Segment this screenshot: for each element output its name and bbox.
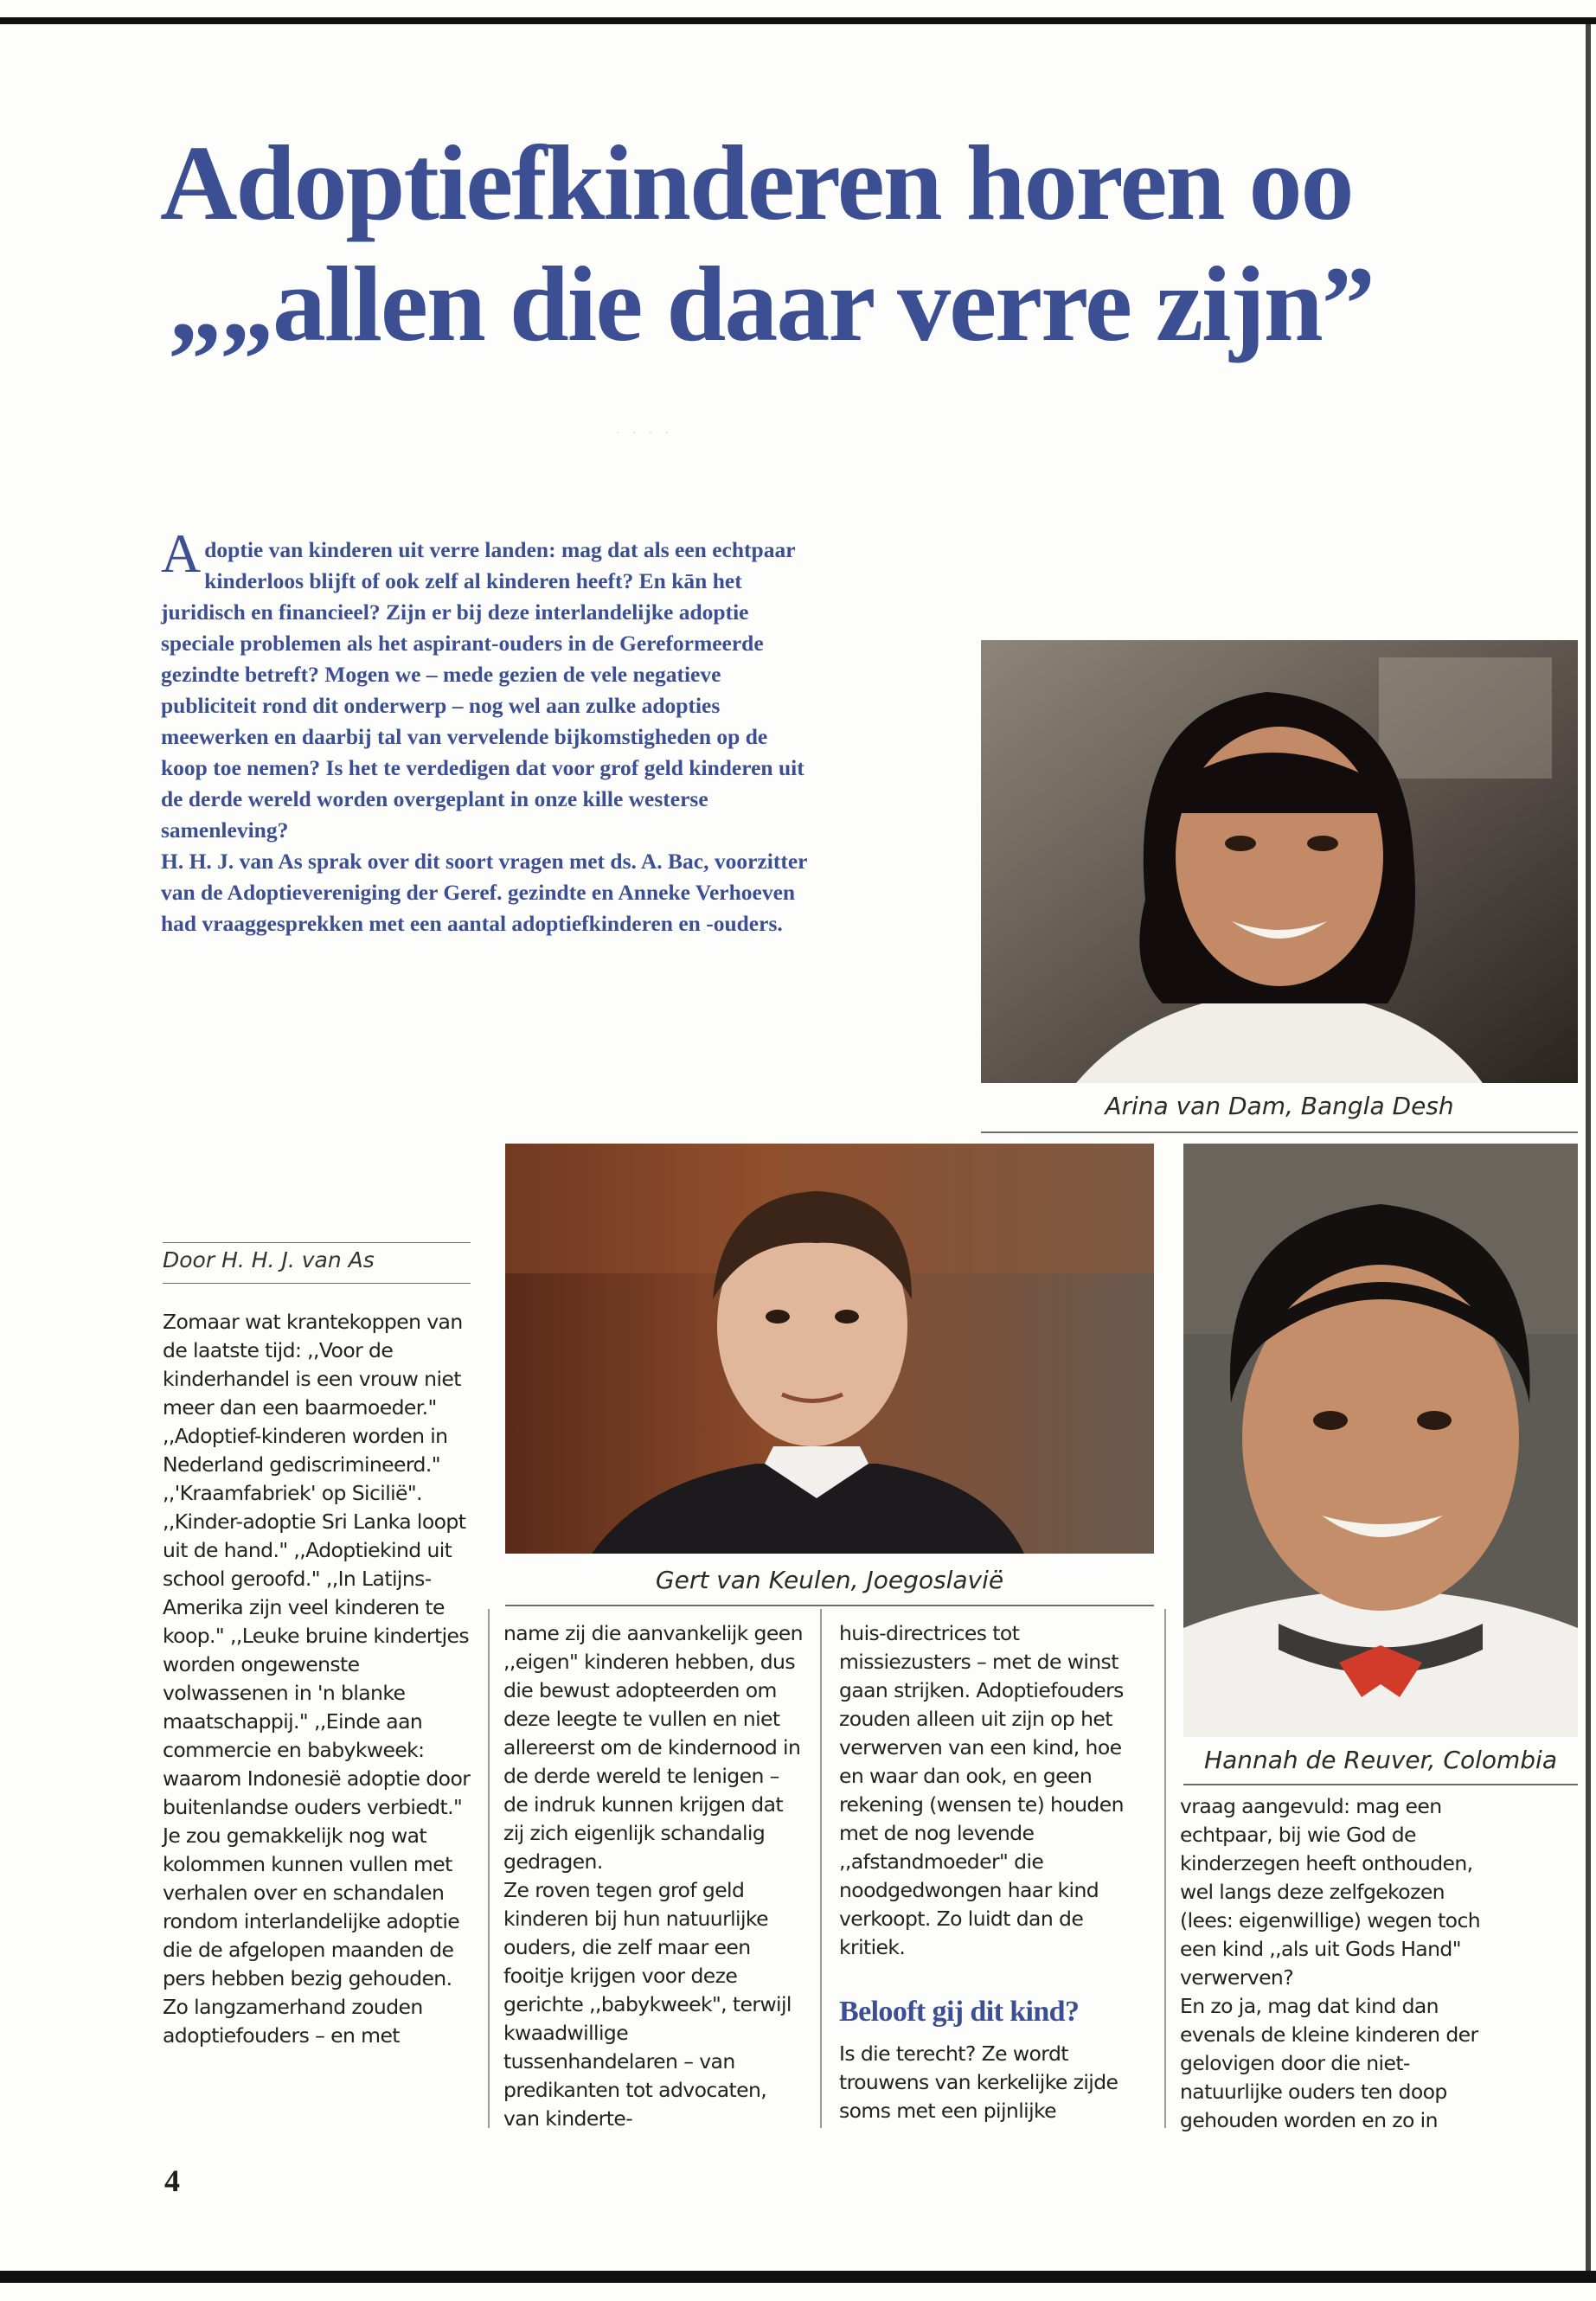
photo-gert-image — [505, 1144, 1154, 1554]
caption-rule-hannah — [1183, 1784, 1578, 1785]
article-title — [160, 123, 1579, 365]
column-4-paragraph-1: vraag aangevuld: mag een echtpaar, bij wie God de kinderzegen heeft onthouden, wel langs deze zelfgekozen (lees: eigenwillige) wegen toch een kind ,,als uit Gods Hand" verwerven? — [1180, 1794, 1481, 1990]
column-divider-3 — [1164, 1609, 1166, 2128]
column-1-paragraph-1: Zomaar wat krantekoppen van de laatste tijd: ,,Voor de kinderhandel is een vrouw niet meer dan een baarmoeder." ,,Adoptief-kinderen worden in Nederland gediscrimineerd." ,,'Kraamfabriek' op Sicilië". ,,Kinder-adoptie Sri Lanka loopt uit de hand." ,,Adoptiekind uit school geroofd." ,,In Latijns-Amerika zijn veel kinderen te koop." ,,Leuke bruine kindertjes worden ongewenste volwassenen in 'n blanke maatschappij." ,,Einde aan commercie en babykweek: waarom Indonesië adoptie door buitenlandse ouders verbiedt." — [163, 1310, 471, 1819]
column-divider-1 — [488, 1609, 490, 2128]
column-3-paragraph-2: Is die terecht? Ze wordt trouwens van kerkelijke zijde soms met een pijnlijke — [839, 2041, 1118, 2123]
page-edge — [1586, 24, 1591, 2271]
intro-text: doptie van kinderen uit verre landen: mag dat als een echtpaar kinderloos blijft of ook zelf al kinderen heeft? En kān het juridisch en financieel? Zijn er bij deze interlandelijke adoptie speciale problemen als het aspirant-ouders in de Gereformeerde gezindte betreft? Mogen we – mede gezien de vele negatieve publiciteit rond dit onderwerp – nog wel aan zulke adopties meewerken en daarbij tal van vervelende bijkomstigheden op de koop toe nemen? Is het te verdedigen dat voor grof geld kinderen uit de derde wereld worden overgeplant in onze kille westerse samenleving? — [161, 537, 804, 843]
caption-rule-gert — [505, 1605, 1154, 1606]
caption-rule-arina — [981, 1131, 1578, 1133]
photo-hannah-image — [1183, 1144, 1578, 1737]
caption-gert: Gert van Keulen, Joegoslavië — [655, 1566, 1004, 1594]
photo-arina — [981, 640, 1578, 1083]
body-column-1 — [163, 1308, 471, 2050]
photo-arina-image — [981, 640, 1578, 1083]
photo-gert — [505, 1144, 1154, 1554]
body-column-2 — [503, 1619, 808, 2133]
column-2-paragraph-1: name zij die aanvankelijk geen ,,eigen" kinderen hebben, dus die bewust adopteerden om deze leegte te vullen en niet allereerst om de kindernood in de derde wereld te lenigen – de indruk kunnen krijgen dat zij zich eigenlijk schandalig gedragen. — [503, 1621, 803, 1874]
caption-arina: Arina van Dam, Bangla Desh — [1105, 1092, 1454, 1120]
top-rule — [0, 17, 1596, 24]
drop-cap: A — [161, 522, 202, 584]
ornament: · · · · — [616, 426, 674, 439]
column-2-paragraph-2: Ze roven tegen grof geld kinderen bij hun natuurlijke ouders, die zelf maar een fooitje krijgen voor deze gerichte ,,babykweek", terwijl kwaadwillige tussenhandelaren – van predikanten tot advocaten, van kinderte- — [503, 1878, 792, 2131]
byline-rule — [163, 1242, 471, 1243]
title-line-1: Adoptiefkinderen horen oo — [160, 124, 1353, 242]
intro-paragraph — [161, 522, 811, 846]
body-column-4 — [1180, 1792, 1491, 2135]
column-divider-2 — [820, 1609, 822, 2128]
bottom-rule — [0, 2271, 1596, 2283]
body-column-3 — [839, 1619, 1147, 2125]
title-line-2: „„allen die daar verre zijn” — [169, 245, 1374, 363]
column-4-paragraph-2: En zo ja, mag dat kind dan evenals de kleine kinderen der gelovigen door die niet-natuurlijke ouders ten doop gehouden worden en zo in — [1180, 1994, 1478, 2132]
page-number: 4 — [164, 2163, 180, 2198]
column-3-paragraph-1: huis-directrices tot missiezusters – met de winst gaan strijken. Adoptiefouders zouden alleen uit zijn op het verwerven van een kind, hoe en waar dan ook, en geen rekening (wensen te) houden met de nog levende ,,afstandmoeder" die noodgedwongen haar kind verkoopt. Zo luidt dan de kritiek. — [839, 1621, 1124, 1959]
byline: Door H. H. J. van As — [163, 1247, 375, 1272]
byline-rule-bottom — [163, 1283, 471, 1284]
intro-lead — [161, 522, 811, 939]
photo-hannah — [1183, 1144, 1578, 1737]
intro-paragraph-2: H. H. J. van As sprak over dit soort vragen met ds. A. Bac, voorzitter van de Adoptievereniging der Geref. gezindte en Anneke Verhoeven had vraaggesprekken met een aantal adoptiefkinderen en -ouders. — [161, 849, 807, 936]
column-1-paragraph-2: Je zou gemakkelijk nog wat kolommen kunnen vullen met verhalen over en schandalen rondom interlandelijke adoptie die de afgelopen maanden de pers hebben bezig gehouden. Zo langzamerhand zouden adoptiefouders – en met — [163, 1823, 460, 2048]
section-subheading: Belooft gij dit kind? — [839, 1996, 1080, 2028]
caption-hannah: Hannah de Reuver, Colombia — [1204, 1746, 1557, 1774]
